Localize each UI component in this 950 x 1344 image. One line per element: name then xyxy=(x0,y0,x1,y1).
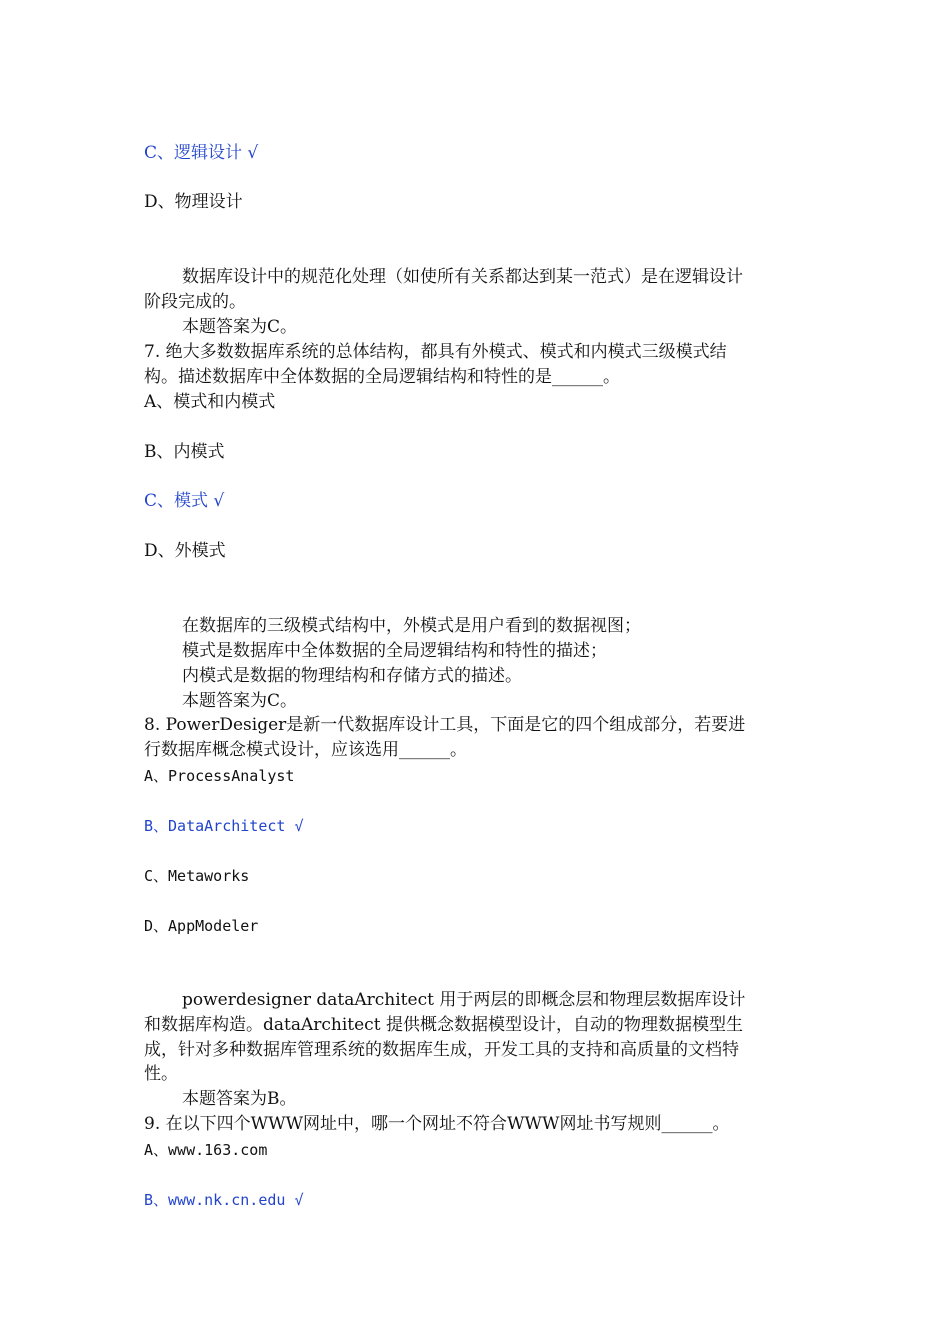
q6-option-c[interactable]: C、逻辑设计 √ xyxy=(144,143,259,163)
q6-explanation-line2: 阶段完成的。 xyxy=(144,292,246,312)
q8-option-c[interactable]: C、Metaworks xyxy=(144,867,250,885)
q7-explanation-line2: 模式是数据库中全体数据的全局逻辑结构和特性的描述； xyxy=(182,641,607,661)
q9-option-a[interactable]: A、www.163.com xyxy=(144,1141,268,1159)
q8-option-d[interactable]: D、AppModeler xyxy=(144,917,259,935)
q7-option-b[interactable]: B、内模式 xyxy=(144,442,225,462)
q9-stem: 9. 在以下四个WWW网址中，哪一个网址不符合WWW网址书写规则______。 xyxy=(144,1114,730,1134)
q6-option-d[interactable]: D、物理设计 xyxy=(144,192,243,212)
q8-answer: 本题答案为B。 xyxy=(182,1089,297,1109)
q8-explanation-line3: 成，针对多种数据库管理系统的数据库生成，开发工具的支持和高质量的文档特 xyxy=(144,1040,739,1060)
q8-stem-line1: 8. PowerDesiger是新一代数据库设计工具，下面是它的四个组成部分，若要进 xyxy=(144,715,746,735)
q8-explanation-line1: powerdesigner dataArchitect 用于两层的即概念层和物理层数据库设计 xyxy=(182,990,746,1010)
q7-answer: 本题答案为C。 xyxy=(182,691,298,711)
q8-stem-line2: 行数据库概念模式设计，应该选用______。 xyxy=(144,740,467,760)
q8-option-b[interactable]: B、DataArchitect √ xyxy=(144,817,304,835)
q8-option-a[interactable]: A、ProcessAnalyst xyxy=(144,767,295,785)
q7-option-a[interactable]: A、模式和内模式 xyxy=(144,392,276,412)
q6-answer: 本题答案为C。 xyxy=(182,317,298,337)
q7-option-d[interactable]: D、外模式 xyxy=(144,541,226,561)
q7-explanation-line1: 在数据库的三级模式结构中，外模式是用户看到的数据视图； xyxy=(182,616,641,636)
q8-explanation-line2: 和数据库构造。dataArchitect 提供概念数据模型设计，自动的物理数据模型生 xyxy=(144,1015,743,1035)
q9-option-b[interactable]: B、www.nk.cn.edu √ xyxy=(144,1191,304,1209)
q7-option-c[interactable]: C、模式 √ xyxy=(144,491,225,511)
q8-explanation-line4: 性。 xyxy=(144,1064,178,1084)
q7-explanation-line3: 内模式是数据的物理结构和存储方式的描述。 xyxy=(182,666,522,686)
q7-stem-line2: 构。描述数据库中全体数据的全局逻辑结构和特性的是______。 xyxy=(144,367,620,387)
q6-explanation-line1: 数据库设计中的规范化处理（如使所有关系都达到某一范式）是在逻辑设计 xyxy=(182,267,743,287)
q7-stem-line1: 7. 绝大多数数据库系统的总体结构，都具有外模式、模式和内模式三级模式结 xyxy=(144,342,727,362)
